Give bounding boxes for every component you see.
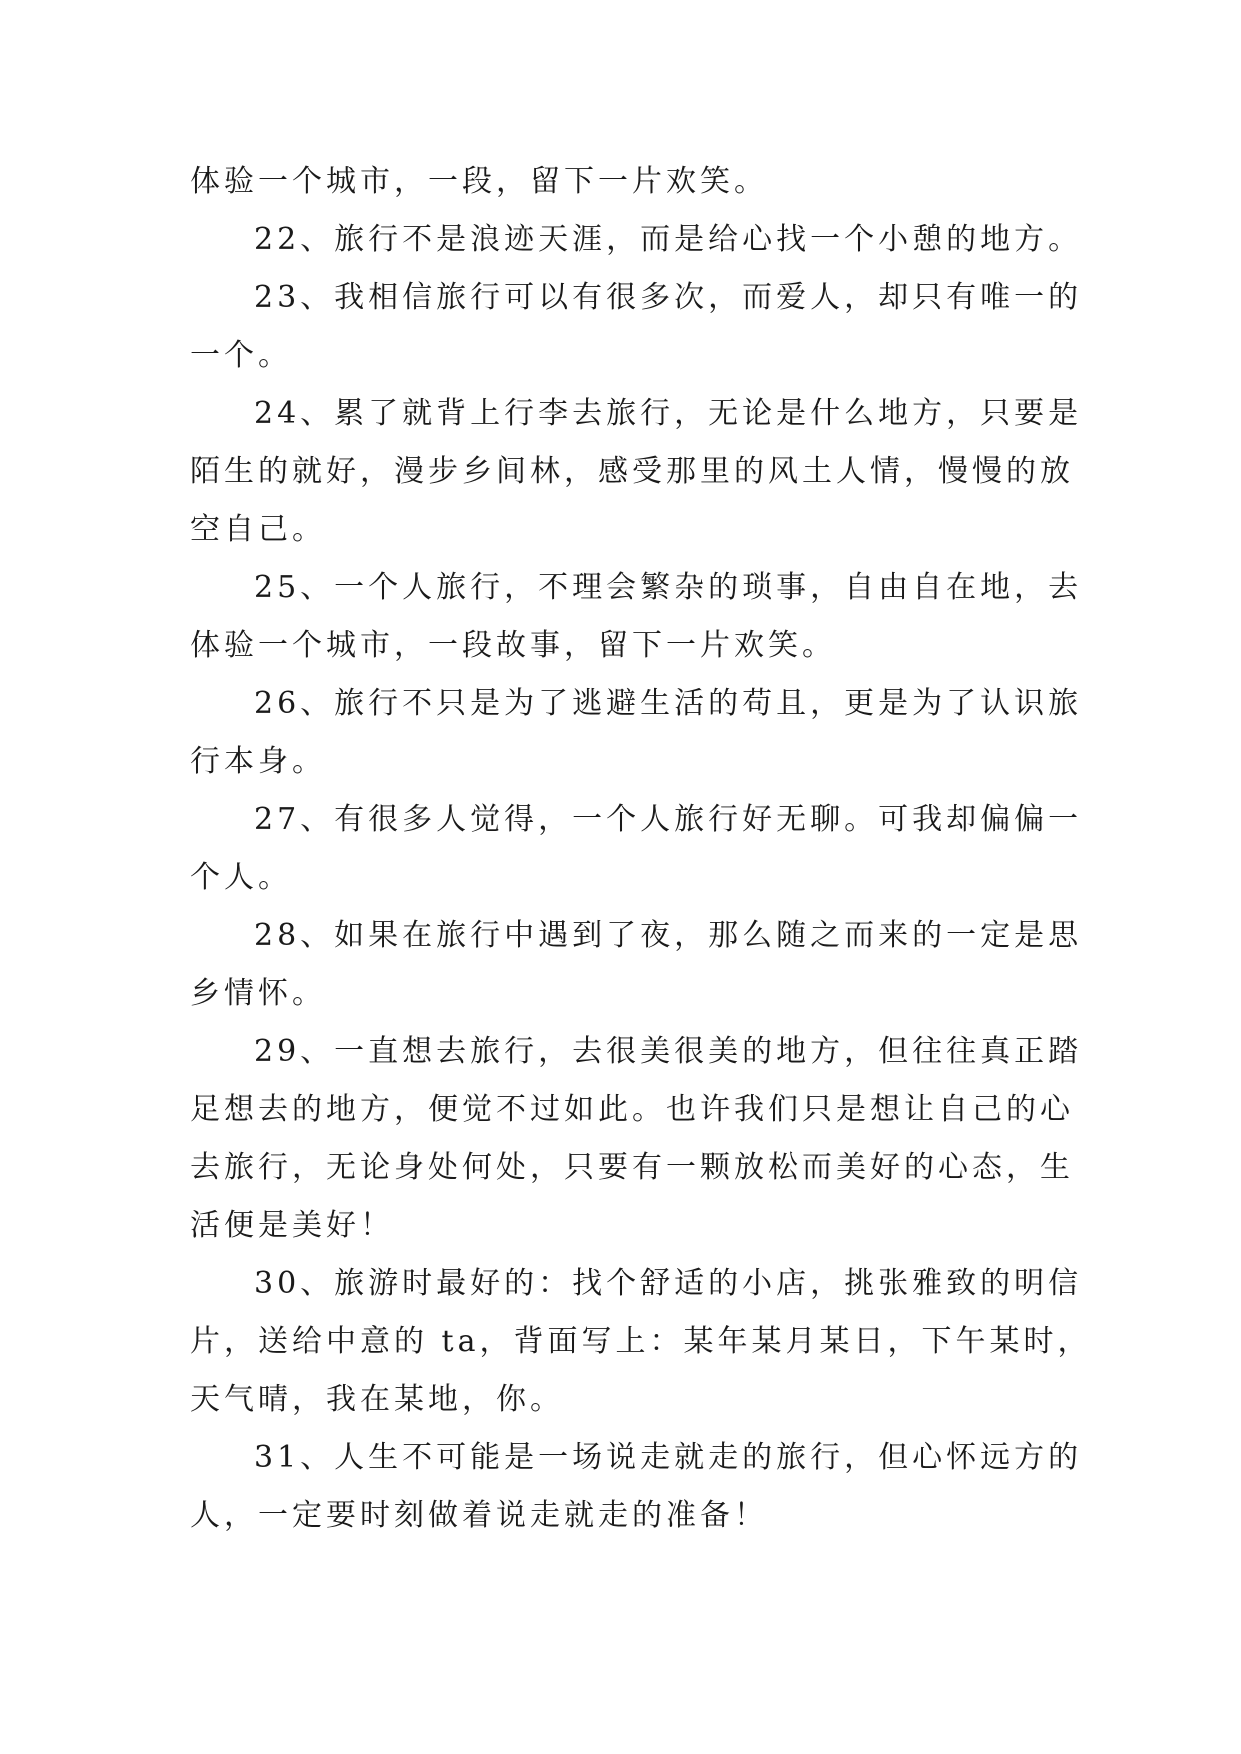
paragraph-30-line-2: 片，送给中意的 ta，背面写上：某年某月某日，下午某时， xyxy=(190,1324,1092,1359)
text-line: 体验一个城市，一段，留下一片欢笑。 xyxy=(190,164,768,199)
paragraph-26-line-2: 行本身。 xyxy=(190,744,326,779)
paragraph-30-line-3: 天气晴，我在某地，你。 xyxy=(190,1382,564,1417)
paragraph-28-line-1: 28、如果在旅行中遇到了夜，那么随之而来的一定是思 xyxy=(254,918,1083,953)
paragraph-29-line-2: 足想去的地方，便觉不过如此。也许我们只是想让自己的心 xyxy=(190,1092,1074,1127)
paragraph-30-line-1: 30、旅游时最好的：找个舒适的小店，挑张雅致的明信 xyxy=(254,1266,1083,1301)
paragraph-27-line-2: 个人。 xyxy=(190,860,292,895)
body-text xyxy=(190,153,1092,1545)
paragraph-24-line-1: 24、累了就背上行李去旅行，无论是什么地方，只要是 xyxy=(254,396,1083,431)
paragraph-29-line-3: 去旅行，无论身处何处，只要有一颗放松而美好的心态，生 xyxy=(190,1150,1074,1185)
paragraph-23-line-2: 一个。 xyxy=(190,338,292,373)
paragraph-29-line-4: 活便是美好！ xyxy=(190,1208,394,1243)
paragraph-24-line-2: 陌生的就好，漫步乡间林，感受那里的风土人情，慢慢的放 xyxy=(190,454,1074,489)
paragraph-31-line-2: 人，一定要时刻做着说走就走的准备！ xyxy=(190,1498,768,1533)
paragraph-25-line-2: 体验一个城市，一段故事，留下一片欢笑。 xyxy=(190,628,836,663)
paragraph-26-line-1: 26、旅行不只是为了逃避生活的苟且，更是为了认识旅 xyxy=(254,686,1083,721)
paragraph-27-line-1: 27、有很多人觉得，一个人旅行好无聊。可我却偏偏一 xyxy=(254,802,1083,837)
paragraph-22-line-1: 22、旅行不是浪迹天涯，而是给心找一个小憩的地方。 xyxy=(254,222,1083,257)
paragraph-25-line-1: 25、一个人旅行，不理会繁杂的琐事，自由自在地，去 xyxy=(254,570,1083,605)
paragraph-24-line-3: 空自己。 xyxy=(190,512,326,547)
paragraph-28-line-2: 乡情怀。 xyxy=(190,976,326,1011)
paragraph-23-line-1: 23、我相信旅行可以有很多次，而爱人，却只有唯一的 xyxy=(254,280,1083,315)
paragraph-29-line-1: 29、一直想去旅行，去很美很美的地方，但往往真正踏 xyxy=(254,1034,1083,1069)
paragraph-31-line-1: 31、人生不可能是一场说走就走的旅行，但心怀远方的 xyxy=(254,1440,1083,1475)
